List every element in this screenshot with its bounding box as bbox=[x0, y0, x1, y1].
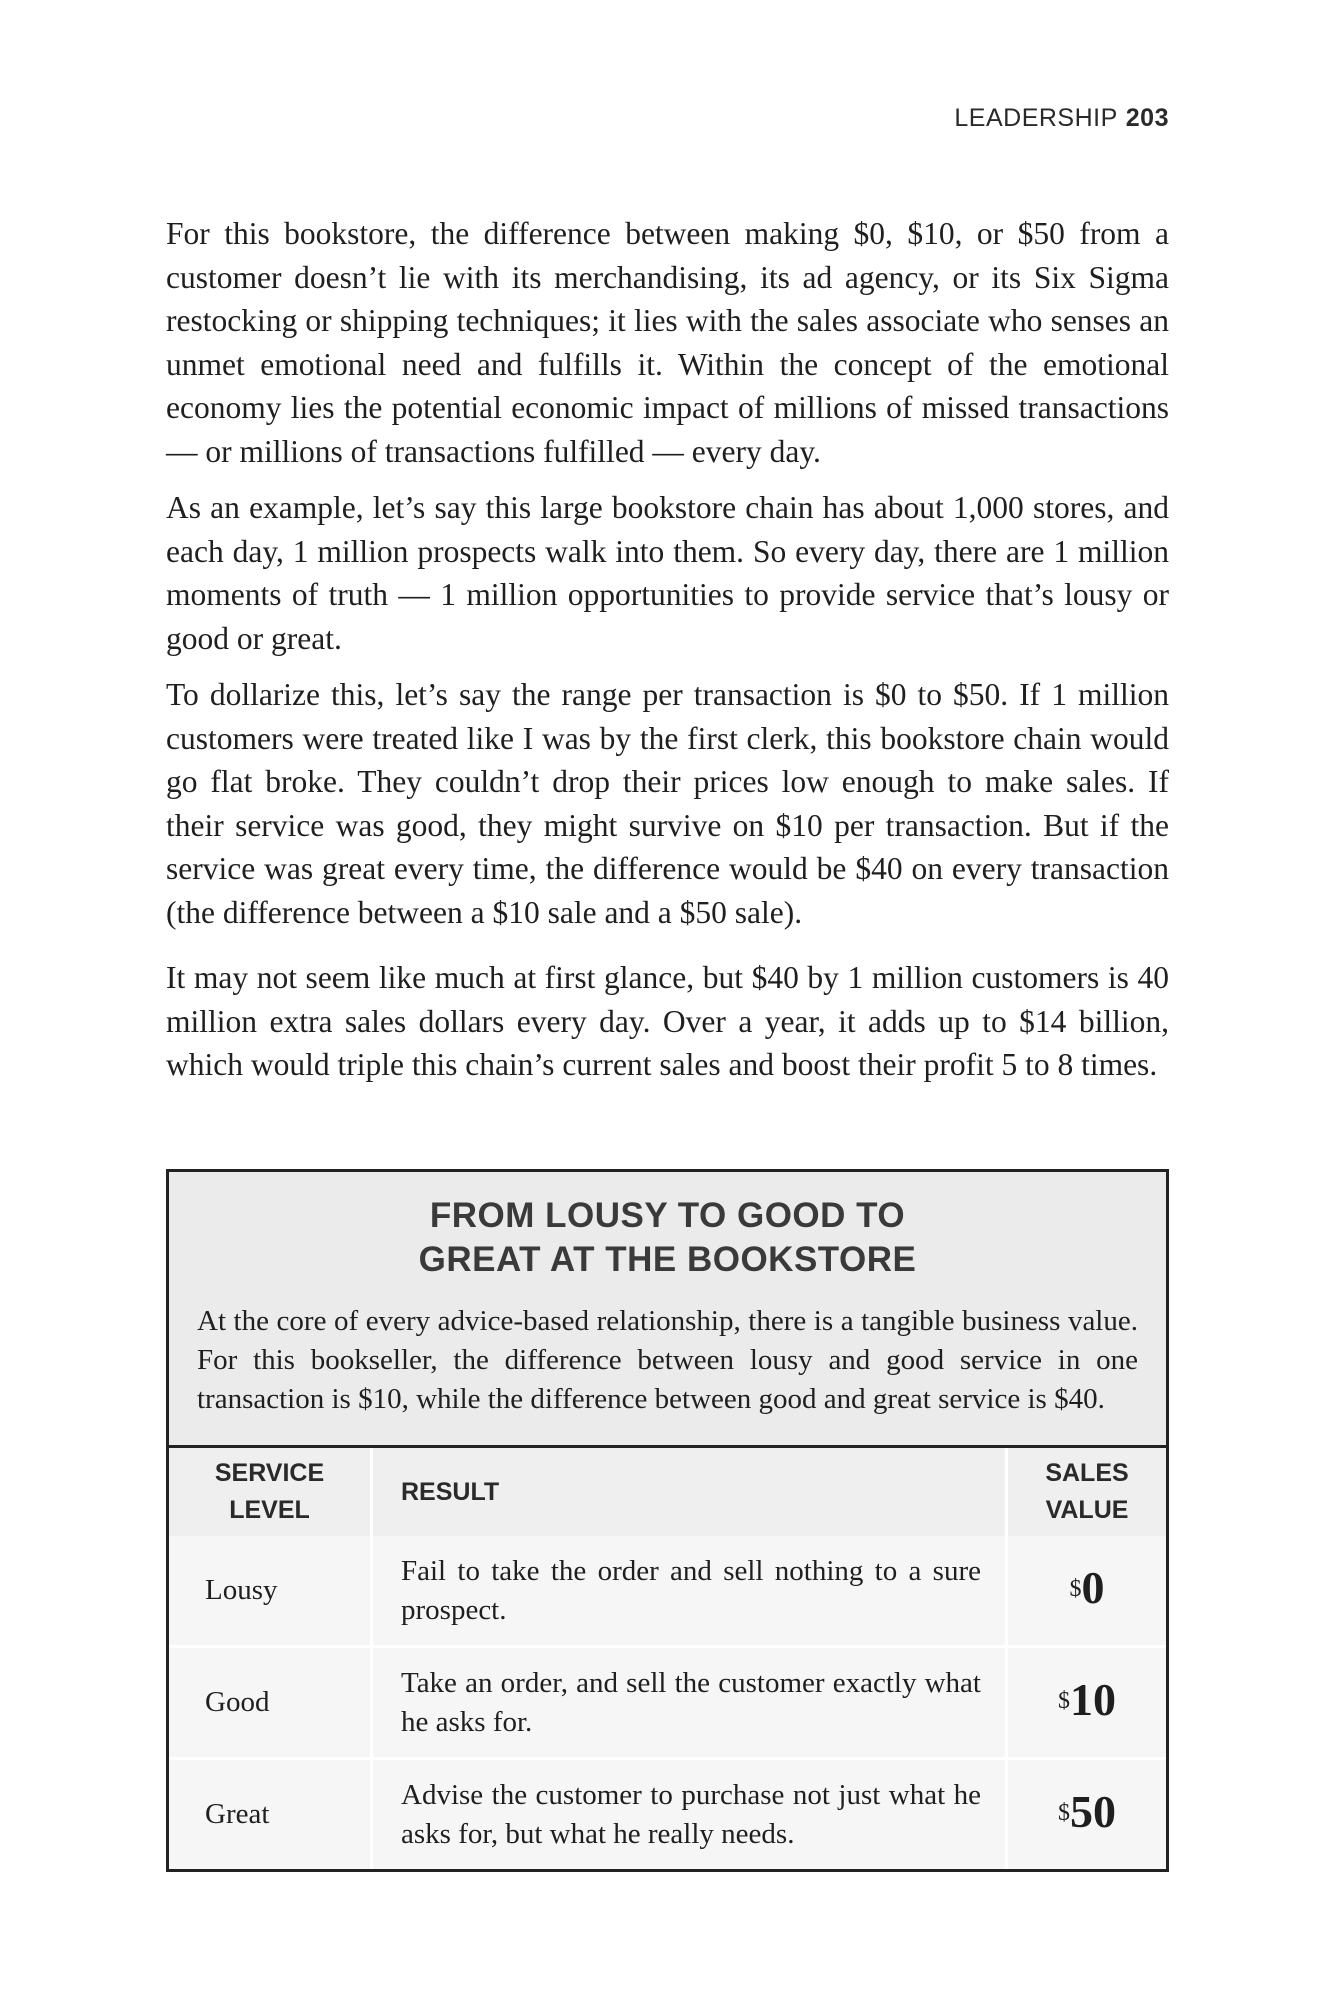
sales-value-cell bbox=[1007, 1647, 1167, 1759]
table-row bbox=[169, 1759, 1166, 1870]
body-text bbox=[166, 212, 1169, 1100]
column-header-sales-value bbox=[1007, 1448, 1167, 1536]
paragraph: For this bookstore, the difference between making $0, $10, or $50 from a customer doesn’t lie with its merchandising, its ad agency, or its Six Sigma restocking or shipping techniques; it lies with the sales associate who senses an unmet emotional need and fulfills it. Within the concept of the emotional economy lies the potential economic impact of millions of missed transactions — or millions of transactions fulfilled — every day. bbox=[166, 216, 1169, 469]
sidebar-title-line: FROM LOUSY TO GOOD TO bbox=[429, 1196, 906, 1235]
sales-value-amount: 0 bbox=[1081, 1561, 1105, 1613]
service-level-cell: Good bbox=[169, 1647, 372, 1759]
service-level-cell: Lousy bbox=[169, 1536, 372, 1647]
currency-symbol: $ bbox=[1058, 1799, 1070, 1826]
sales-value-amount: 50 bbox=[1070, 1785, 1116, 1837]
header-text: SALES bbox=[1045, 1459, 1129, 1487]
table-header-row bbox=[169, 1448, 1166, 1536]
header-text: VALUE bbox=[1045, 1496, 1129, 1524]
service-table bbox=[169, 1448, 1166, 1869]
paragraph: It may not seem like much at first glance, but $40 by 1 million customers is 40 million extra sales dollars every day. Over a year, it adds up to $14 billion, which would triple this chain’s current sales and boost their profit 5 to 8 times. bbox=[166, 960, 1169, 1082]
paragraph: To dollarize this, let’s say the range per transaction is $0 to $50. If 1 million customers were treated like I was by the first clerk, this bookstore chain would go flat broke. They couldn’t drop their prices low enough to make sales. If their service was good, they might survive on $10 per transaction. But if the service was great every time, the difference would be $40 on every transaction (the difference between a $10 sale and a $50 sale). bbox=[166, 677, 1169, 930]
sidebar-box bbox=[166, 1169, 1169, 1872]
sales-value-cell bbox=[1007, 1759, 1167, 1870]
running-head bbox=[954, 104, 1169, 133]
sidebar-header bbox=[169, 1172, 1166, 1448]
column-header-result: RESULT bbox=[372, 1448, 1007, 1536]
currency-symbol: $ bbox=[1058, 1687, 1070, 1714]
header-text: LEVEL bbox=[229, 1496, 310, 1524]
column-header-service-level bbox=[169, 1448, 372, 1536]
service-level-cell: Great bbox=[169, 1759, 372, 1870]
paragraph: As an example, let’s say this large bookstore chain has about 1,000 stores, and each day, 1 million prospects walk into them. So every day, there are 1 million moments of truth — 1 million opportunities to provide service that’s lousy or good or great. bbox=[166, 490, 1169, 656]
result-cell: Take an order, and sell the customer exactly what he asks for. bbox=[372, 1647, 1007, 1759]
sidebar-intro: At the core of every advice-based relationship, there is a tangible business value. For this bookseller, the difference between lousy and good service in one transaction is $10, while the difference between good and great service is $40. bbox=[197, 1305, 1138, 1415]
currency-symbol: $ bbox=[1069, 1575, 1082, 1602]
page-number: 203 bbox=[1125, 104, 1169, 132]
sales-value-cell bbox=[1007, 1536, 1167, 1647]
header-text: SERVICE bbox=[214, 1459, 325, 1487]
section-title: LEADERSHIP bbox=[954, 104, 1118, 132]
table-row bbox=[169, 1536, 1166, 1647]
sidebar-title bbox=[197, 1194, 1138, 1282]
result-cell: Advise the customer to purchase not just what he asks for, but what he really needs. bbox=[372, 1759, 1007, 1870]
table-row bbox=[169, 1647, 1166, 1759]
sales-value-amount: 10 bbox=[1070, 1673, 1116, 1725]
sidebar-title-line: GREAT AT THE BOOKSTORE bbox=[418, 1240, 917, 1279]
result-cell: Fail to take the order and sell nothing to a sure prospect. bbox=[372, 1536, 1007, 1647]
